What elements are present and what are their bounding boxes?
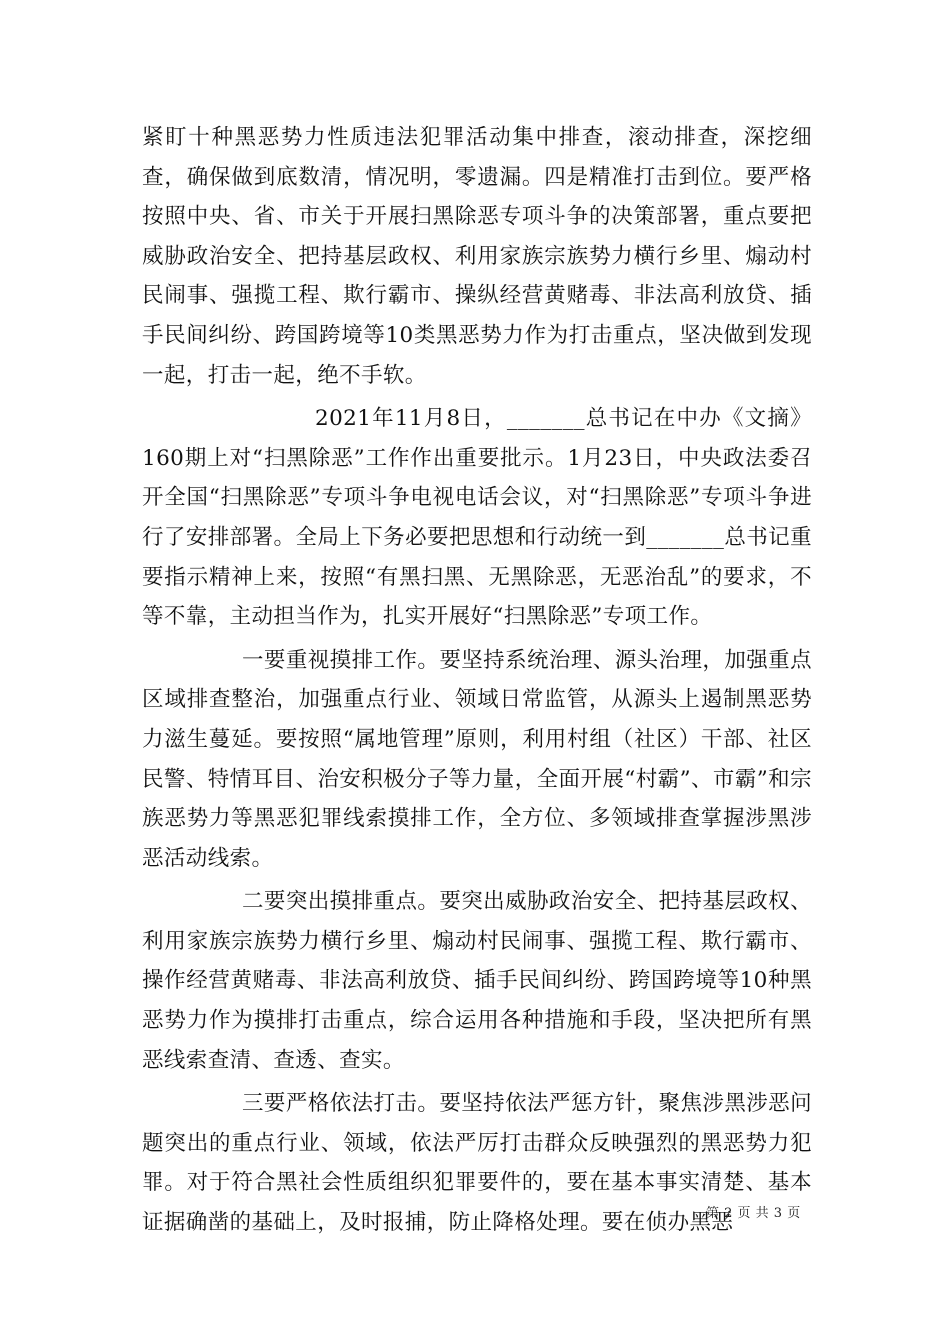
paragraph-5: 三要严格依法打击。要坚持依法严惩方针，聚焦涉黑涉恶问题突出的重点行业、领域，依法严厉打击群众反映强烈的黑恶势力犯罪。对于符合黑社会性质组织犯罪要件的，要在基本事实清楚、基本证据确凿的基础上，及时报捕，防止降格处理。要在侦办黑恶 xyxy=(142,1091,812,1236)
paragraph-1: 紧盯十种黑恶势力性质违法犯罪活动集中排查，滚动排查，深挖细查，确保做到底数清，情况明，零遗漏。四是精准打击到位。要严格按照中央、省、市关于开展扫黑除恶专项斗争的决策部署，重点要把威胁政治安全、把持基层政权、利用家族宗族势力横行乡里、煽动村民闹事、强揽工程、欺行霸市、操纵经营黄赌毒、非法高利放贷、插手民间纠纷、跨国跨境等10类黑恶势力作为打击重点，坚决做到发现一起，打击一起，绝不手软。 xyxy=(142,125,812,388)
page-number-footer: 第 2 页 共 3 页 xyxy=(706,1206,801,1221)
paragraph-4: 二要突出摸排重点。要突出威胁政治安全、把持基层政权、利用家族宗族势力横行乡里、煽动村民闹事、强揽工程、欺行霸市、操作经营黄赌毒、非法高利放贷、插手民间纠纷、跨国跨境等10种黑恶势力作为摸排打击重点，综合运用各种措施和手段，坚决把所有黑恶线索查清、查透、查实。 xyxy=(142,889,812,1073)
document-body xyxy=(142,118,812,1243)
paragraph-2: 2021年11月8日，_______总书记在中办《文摘》160期上对“扫黑除恶”工作作出重要批示。1月23日，中央政法委召开全国“扫黑除恶”专项斗争电视电话会议，对“扫黑除恶”专项斗争进行了安排部署。全局上下务必要把思想和行动统一到_______总书记重要指示精神上来，按照“有黑扫黑、无黑除恶，无恶治乱”的要求，不等不靠，主动担当作为，扎实开展好“扫黑除恶”专项工作。 xyxy=(142,406,812,630)
paragraph-3: 一要重视摸排工作。要坚持系统治理、源头治理，加强重点区域排查整治，加强重点行业、领域日常监管，从源头上遏制黑恶势力滋生蔓延。要按照“属地管理”原则，利用村组（社区）干部、社区民警、特情耳目、治安积极分子等力量，全面开展“村霸”、市霸”和宗族恶势力等黑恶犯罪线索摸排工作，全方位、多领域排查掌握涉黑涉恶活动线索。 xyxy=(142,647,812,871)
